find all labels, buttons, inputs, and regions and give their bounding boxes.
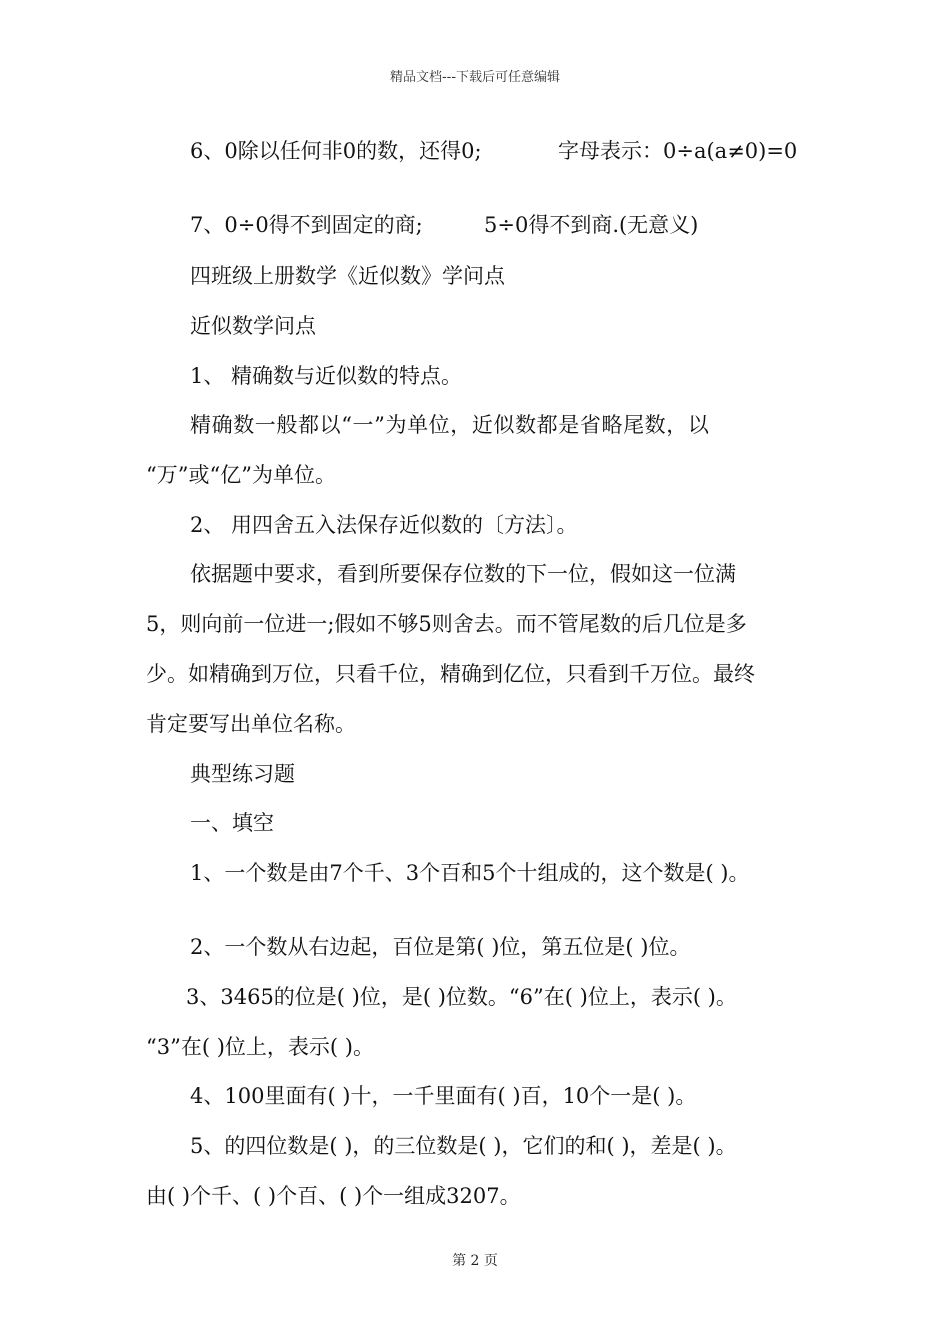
question-2: 2、一个数从右边起，百位是第( )位，第五位是( )位。 [190,935,691,959]
rule-7-note: 5÷0得不到商.(无意义) [484,213,699,237]
exercise-title: 典型练习题 [190,762,295,786]
point-2-heading: 2、 用四舍五入法保存近似数的〔方法〕。 [190,513,578,537]
paragraph-line: 少。如精确到万位，只看千位，精确到亿位，只看到千万位。最终 [146,662,755,686]
rule-7-text: 7、0÷0得不到固定的商; [190,213,423,237]
page-header: 精品文档---下载后可任意编辑 [389,70,561,85]
section-title: 四班级上册数学《近似数》学问点 [190,264,505,288]
subsection-title: 近似数学问点 [190,314,316,338]
point-1-heading: 1、 精确数与近似数的特点。 [190,364,463,388]
question-3-continued: “3”在( )位上，表示( )。 [146,1035,374,1059]
paragraph-line: 精确数一般都以“一”为单位，近似数都是省略尾数，以 [190,413,710,437]
paragraph-line: 依据题中要求，看到所要保存位数的下一位，假如这一位满 [190,562,736,586]
question-3: 3、3465的位是( )位，是( )位数。“6”在( )位上，表示( )。 [186,985,737,1009]
paragraph-line: 5，则向前一位进一;假如不够5则舍去。而不管尾数的后几位是多 [146,612,747,636]
question-5: 5、的四位数是( )，的三位数是( )，它们的和( )，差是( )。 [190,1134,737,1158]
paragraph-line: “万”或“亿”为单位。 [146,463,336,487]
question-4: 4、100里面有( )十，一千里面有( )百，10个一是( )。 [190,1084,697,1108]
question-1: 1、一个数是由7个千、3个百和5个十组成的，这个数是( )。 [190,861,750,885]
paragraph-line: 肯定要写出单位名称。 [146,712,356,736]
question-5-continued: 由( )个千、( )个百、( )个一组成3207。 [146,1184,521,1208]
rule-6-text: 6、0除以任何非0的数，还得0; [190,139,482,163]
rule-6-formula: 字母表示：0÷a(a≠0)=0 [558,139,798,163]
exercise-section-fill: 一、填空 [190,811,274,835]
page-number: 第 2 页 [452,1253,498,1269]
